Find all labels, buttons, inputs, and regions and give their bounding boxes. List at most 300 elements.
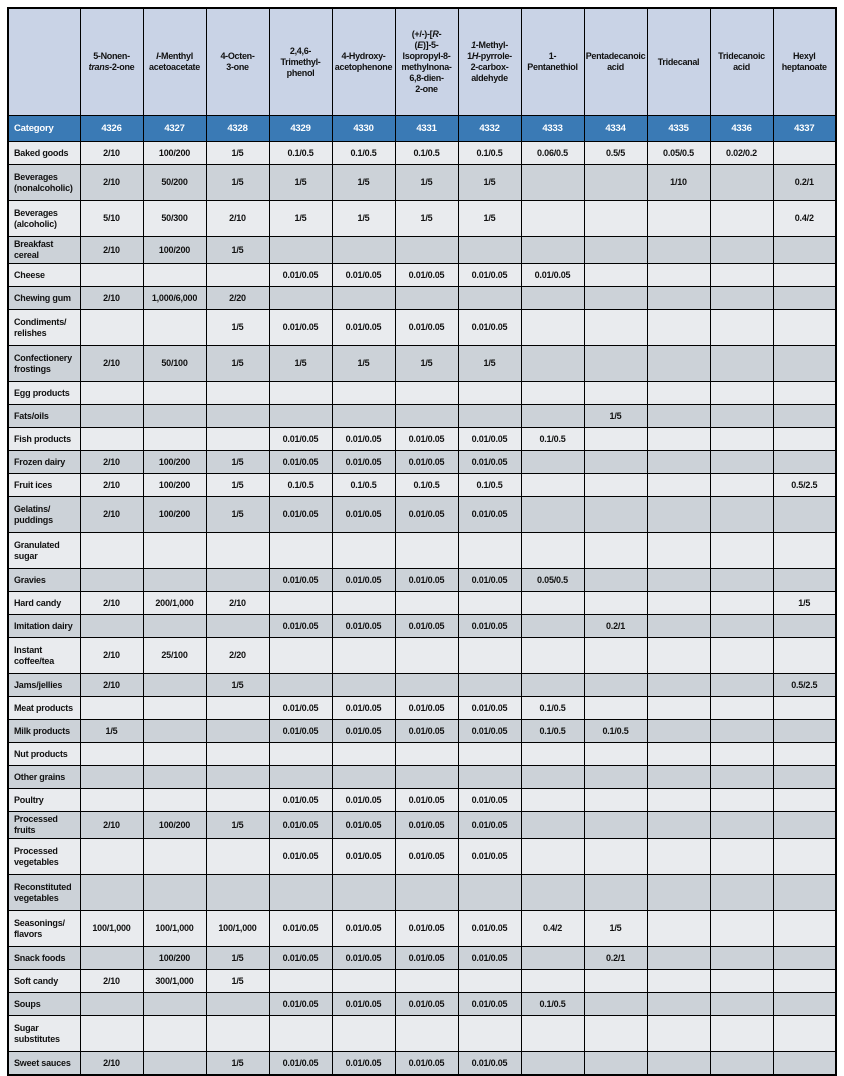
usage-level-cell xyxy=(332,237,395,264)
usage-level-cell: 0.01/0.05 xyxy=(269,697,332,720)
usage-level-cell xyxy=(647,638,710,674)
usage-level-cell: 0.01/0.05 xyxy=(269,615,332,638)
usage-level-cell xyxy=(206,766,269,789)
usage-level-cell xyxy=(521,382,584,405)
usage-level-cell: 0.01/0.05 xyxy=(332,615,395,638)
usage-level-cell: 0.01/0.05 xyxy=(332,428,395,451)
row-category-label: Chewing gum xyxy=(8,287,80,310)
usage-level-cell: 0.01/0.05 xyxy=(458,720,521,743)
usage-level-cell xyxy=(647,569,710,592)
usage-level-cell: 1/5 xyxy=(584,405,647,428)
usage-level-cell xyxy=(710,165,773,201)
fema-number-cell: 4328 xyxy=(206,116,269,142)
usage-level-cell xyxy=(80,310,143,346)
usage-level-cell xyxy=(584,474,647,497)
usage-level-cell: 0.01/0.05 xyxy=(458,1052,521,1076)
table-row xyxy=(8,970,836,993)
usage-level-cell xyxy=(710,310,773,346)
usage-level-cell xyxy=(395,970,458,993)
usage-level-cell: 0.01/0.05 xyxy=(395,697,458,720)
usage-level-cell: 2/10 xyxy=(80,451,143,474)
usage-level-cell: 1/5 xyxy=(80,720,143,743)
usage-level-cell xyxy=(647,474,710,497)
usage-level-cell xyxy=(521,592,584,615)
usage-level-cell xyxy=(206,428,269,451)
usage-level-cell: 0.01/0.05 xyxy=(395,839,458,875)
row-category-label: Other grains xyxy=(8,766,80,789)
usage-level-cell xyxy=(647,382,710,405)
row-category-label: Seasonings/ flavors xyxy=(8,911,80,947)
usage-level-cell xyxy=(521,674,584,697)
flavor-usage-table xyxy=(7,7,837,1076)
usage-level-cell xyxy=(143,382,206,405)
usage-level-cell xyxy=(584,839,647,875)
compound-name-header: 1-Methyl- 1H-pyrrole- 2-carbox- aldehyde xyxy=(458,8,521,116)
usage-level-cell xyxy=(143,875,206,911)
usage-level-cell xyxy=(458,875,521,911)
compound-name-header: 4-Hydroxy- acetophenone xyxy=(332,8,395,116)
usage-level-cell: 0.01/0.05 xyxy=(332,264,395,287)
row-category-label: Breakfast cereal xyxy=(8,237,80,264)
usage-level-cell xyxy=(143,839,206,875)
usage-level-cell: 0.01/0.05 xyxy=(458,451,521,474)
usage-level-cell xyxy=(773,142,836,165)
usage-level-cell xyxy=(773,970,836,993)
usage-level-cell xyxy=(269,592,332,615)
usage-level-cell: 1/5 xyxy=(206,310,269,346)
usage-level-cell: 2/10 xyxy=(80,474,143,497)
usage-level-cell: 0.01/0.05 xyxy=(269,569,332,592)
table-row xyxy=(8,165,836,201)
usage-level-cell: 0.01/0.05 xyxy=(269,911,332,947)
usage-level-cell xyxy=(710,264,773,287)
usage-level-cell xyxy=(647,201,710,237)
usage-level-cell xyxy=(647,743,710,766)
usage-level-cell xyxy=(773,789,836,812)
usage-level-cell: 0.01/0.05 xyxy=(395,451,458,474)
usage-level-cell: 0.01/0.05 xyxy=(332,839,395,875)
usage-level-cell: 0.01/0.05 xyxy=(269,264,332,287)
usage-level-cell: 0.1/0.5 xyxy=(332,474,395,497)
usage-level-cell xyxy=(710,451,773,474)
usage-level-cell xyxy=(521,237,584,264)
fema-number-cell: 4326 xyxy=(80,116,143,142)
usage-level-cell: 0.4/2 xyxy=(773,201,836,237)
usage-level-cell xyxy=(332,1016,395,1052)
usage-level-cell xyxy=(80,947,143,970)
usage-level-cell xyxy=(395,875,458,911)
usage-level-cell xyxy=(521,287,584,310)
usage-level-cell xyxy=(584,743,647,766)
usage-level-cell: 0.01/0.05 xyxy=(458,789,521,812)
usage-level-cell: 2/10 xyxy=(206,201,269,237)
usage-level-cell xyxy=(773,947,836,970)
usage-level-cell xyxy=(395,1016,458,1052)
usage-level-cell: 0.01/0.05 xyxy=(395,993,458,1016)
usage-level-cell xyxy=(710,674,773,697)
usage-level-cell xyxy=(773,638,836,674)
table-row xyxy=(8,674,836,697)
row-category-label: Beverages (nonalcoholic) xyxy=(8,165,80,201)
usage-level-cell: 5/10 xyxy=(80,201,143,237)
usage-level-cell: 50/200 xyxy=(143,165,206,201)
row-category-label: Processed vegetables xyxy=(8,839,80,875)
row-category-label: Baked goods xyxy=(8,142,80,165)
table-row xyxy=(8,839,836,875)
usage-level-cell: 0.01/0.05 xyxy=(269,497,332,533)
usage-level-cell xyxy=(458,287,521,310)
table-row xyxy=(8,1052,836,1076)
usage-level-cell xyxy=(710,497,773,533)
usage-level-cell xyxy=(773,569,836,592)
usage-level-cell: 1/5 xyxy=(206,812,269,839)
usage-level-cell xyxy=(584,310,647,346)
usage-level-cell xyxy=(647,1052,710,1076)
table-row xyxy=(8,743,836,766)
table-row xyxy=(8,592,836,615)
usage-level-cell: 0.01/0.05 xyxy=(458,615,521,638)
row-category-label: Gravies xyxy=(8,569,80,592)
usage-level-cell xyxy=(80,264,143,287)
usage-level-cell: 1/5 xyxy=(458,201,521,237)
usage-level-cell xyxy=(773,766,836,789)
usage-level-cell xyxy=(647,911,710,947)
usage-level-cell xyxy=(395,592,458,615)
row-category-label: Beverages (alcoholic) xyxy=(8,201,80,237)
usage-level-cell: 1/5 xyxy=(269,201,332,237)
usage-level-cell xyxy=(269,405,332,428)
usage-level-cell: 0.5/2.5 xyxy=(773,674,836,697)
usage-level-cell xyxy=(773,405,836,428)
usage-level-cell xyxy=(143,533,206,569)
usage-level-cell: 100/200 xyxy=(143,142,206,165)
table-row xyxy=(8,405,836,428)
usage-level-cell: 2/10 xyxy=(80,1052,143,1076)
usage-level-cell: 1/5 xyxy=(332,201,395,237)
usage-level-cell xyxy=(269,287,332,310)
usage-level-cell: 100/200 xyxy=(143,451,206,474)
usage-level-cell: 0.01/0.05 xyxy=(395,947,458,970)
usage-level-cell xyxy=(458,237,521,264)
usage-level-cell xyxy=(521,405,584,428)
usage-level-cell xyxy=(773,382,836,405)
row-category-label: Granulated sugar xyxy=(8,533,80,569)
usage-level-cell xyxy=(143,428,206,451)
table-row xyxy=(8,875,836,911)
row-category-label: Fruit ices xyxy=(8,474,80,497)
usage-level-cell: 0.5/5 xyxy=(584,142,647,165)
usage-level-cell xyxy=(521,474,584,497)
usage-level-cell: 100/200 xyxy=(143,474,206,497)
usage-level-cell xyxy=(773,451,836,474)
usage-level-cell xyxy=(206,569,269,592)
usage-level-cell xyxy=(647,1016,710,1052)
usage-level-cell xyxy=(458,533,521,569)
table-row xyxy=(8,993,836,1016)
usage-level-cell xyxy=(773,812,836,839)
usage-level-cell: 0.01/0.05 xyxy=(395,310,458,346)
usage-level-cell xyxy=(80,428,143,451)
usage-level-cell xyxy=(269,970,332,993)
fema-number-row xyxy=(8,116,836,142)
usage-level-cell: 1/5 xyxy=(206,1052,269,1076)
usage-level-cell: 0.01/0.05 xyxy=(269,428,332,451)
usage-level-cell: 100/200 xyxy=(143,497,206,533)
usage-level-cell xyxy=(521,310,584,346)
usage-level-cell: 0.01/0.05 xyxy=(395,615,458,638)
usage-level-cell: 0.01/0.05 xyxy=(269,1052,332,1076)
usage-level-cell xyxy=(710,766,773,789)
usage-level-cell: 0.01/0.05 xyxy=(458,497,521,533)
table-row xyxy=(8,911,836,947)
usage-level-cell xyxy=(395,638,458,674)
usage-level-cell xyxy=(143,310,206,346)
usage-level-cell xyxy=(521,789,584,812)
fema-number-cell: 4327 xyxy=(143,116,206,142)
category-header-cell: Category xyxy=(8,116,80,142)
usage-level-cell xyxy=(332,638,395,674)
usage-level-cell xyxy=(710,287,773,310)
usage-level-cell xyxy=(80,382,143,405)
table-row xyxy=(8,766,836,789)
usage-level-cell xyxy=(647,947,710,970)
usage-level-cell: 2/10 xyxy=(80,638,143,674)
usage-level-cell: 0.1/0.5 xyxy=(395,142,458,165)
usage-level-cell xyxy=(584,451,647,474)
usage-level-cell: 0.01/0.05 xyxy=(521,264,584,287)
row-category-label: Meat products xyxy=(8,697,80,720)
usage-level-cell xyxy=(80,993,143,1016)
usage-level-cell xyxy=(584,533,647,569)
usage-level-cell: 0.01/0.05 xyxy=(332,947,395,970)
usage-level-cell xyxy=(521,201,584,237)
usage-level-cell: 0.01/0.05 xyxy=(458,264,521,287)
usage-level-cell xyxy=(80,789,143,812)
usage-level-cell xyxy=(710,201,773,237)
usage-level-cell xyxy=(710,405,773,428)
usage-level-cell xyxy=(80,1016,143,1052)
usage-level-cell: 1/5 xyxy=(395,346,458,382)
usage-level-cell xyxy=(647,497,710,533)
usage-level-cell: 2/10 xyxy=(80,346,143,382)
usage-level-cell xyxy=(710,993,773,1016)
usage-level-cell xyxy=(332,875,395,911)
usage-level-cell xyxy=(206,875,269,911)
usage-level-cell xyxy=(332,674,395,697)
usage-level-cell xyxy=(773,497,836,533)
usage-level-cell xyxy=(710,1016,773,1052)
usage-level-cell xyxy=(521,451,584,474)
usage-level-cell xyxy=(773,237,836,264)
row-category-label: Confectionery frostings xyxy=(8,346,80,382)
usage-level-cell: 0.1/0.5 xyxy=(521,720,584,743)
usage-level-cell xyxy=(773,287,836,310)
usage-level-cell xyxy=(710,474,773,497)
usage-level-cell xyxy=(584,165,647,201)
compound-name-header: 5-Nonen- trans-2-one xyxy=(80,8,143,116)
usage-level-cell: 2/10 xyxy=(80,592,143,615)
usage-level-cell xyxy=(332,766,395,789)
usage-level-cell xyxy=(332,533,395,569)
usage-level-cell xyxy=(521,615,584,638)
usage-level-cell: 100/1,000 xyxy=(143,911,206,947)
usage-level-cell xyxy=(584,382,647,405)
usage-level-cell xyxy=(710,743,773,766)
usage-level-cell xyxy=(395,766,458,789)
usage-level-cell: 2/10 xyxy=(80,812,143,839)
fema-number-cell: 4334 xyxy=(584,116,647,142)
usage-level-cell xyxy=(584,970,647,993)
usage-level-cell: 0.01/0.05 xyxy=(332,720,395,743)
usage-level-cell xyxy=(269,638,332,674)
usage-level-cell xyxy=(584,875,647,911)
usage-level-cell xyxy=(395,382,458,405)
usage-level-cell: 0.1/0.5 xyxy=(458,474,521,497)
usage-level-cell xyxy=(80,405,143,428)
usage-level-cell xyxy=(710,970,773,993)
table-row xyxy=(8,428,836,451)
usage-level-cell xyxy=(647,970,710,993)
table-row xyxy=(8,287,836,310)
usage-level-cell: 0.01/0.05 xyxy=(332,451,395,474)
usage-level-cell xyxy=(80,533,143,569)
usage-level-cell: 100/200 xyxy=(143,812,206,839)
usage-level-cell xyxy=(773,264,836,287)
usage-level-cell: 0.01/0.05 xyxy=(269,839,332,875)
usage-level-cell xyxy=(710,346,773,382)
usage-level-cell xyxy=(521,346,584,382)
usage-level-cell: 0.01/0.05 xyxy=(269,812,332,839)
row-category-label: Milk products xyxy=(8,720,80,743)
usage-level-cell xyxy=(458,1016,521,1052)
usage-level-cell xyxy=(647,993,710,1016)
table-row xyxy=(8,497,836,533)
usage-level-cell: 0.01/0.05 xyxy=(458,310,521,346)
usage-level-cell: 1/5 xyxy=(206,346,269,382)
usage-level-cell: 0.01/0.05 xyxy=(332,789,395,812)
table-row xyxy=(8,638,836,674)
usage-level-cell xyxy=(143,405,206,428)
table-row xyxy=(8,237,836,264)
usage-level-cell xyxy=(80,766,143,789)
usage-level-cell xyxy=(647,451,710,474)
table-row xyxy=(8,142,836,165)
usage-level-cell: 0.01/0.05 xyxy=(458,993,521,1016)
row-category-label: Instant coffee/tea xyxy=(8,638,80,674)
usage-level-cell: 1/5 xyxy=(458,346,521,382)
usage-level-cell: 0.05/0.5 xyxy=(521,569,584,592)
usage-level-cell xyxy=(584,592,647,615)
row-category-label: Nut products xyxy=(8,743,80,766)
compound-name-header: (+/-)-[R- (E)]-5- Isopropyl-8- methylnona- 6,8-dien- 2-one xyxy=(395,8,458,116)
usage-level-cell xyxy=(710,789,773,812)
table-row xyxy=(8,789,836,812)
usage-level-cell: 2/10 xyxy=(80,237,143,264)
usage-level-cell: 2/10 xyxy=(80,287,143,310)
usage-level-cell xyxy=(773,875,836,911)
compound-name-header: 4-Octen- 3-one xyxy=(206,8,269,116)
usage-level-cell: 1/5 xyxy=(206,237,269,264)
usage-level-cell: 0.01/0.05 xyxy=(395,569,458,592)
usage-level-cell xyxy=(647,533,710,569)
usage-level-cell xyxy=(80,615,143,638)
usage-level-cell xyxy=(521,947,584,970)
usage-level-cell: 0.1/0.5 xyxy=(521,697,584,720)
table-row xyxy=(8,346,836,382)
usage-level-cell xyxy=(143,674,206,697)
row-category-label: Soft candy xyxy=(8,970,80,993)
table-row xyxy=(8,201,836,237)
usage-level-cell: 0.01/0.05 xyxy=(458,911,521,947)
usage-level-cell: 2/20 xyxy=(206,638,269,674)
usage-level-cell xyxy=(395,237,458,264)
usage-level-cell: 100/1,000 xyxy=(206,911,269,947)
usage-level-cell: 0.01/0.05 xyxy=(395,812,458,839)
usage-level-cell: 0.01/0.05 xyxy=(332,697,395,720)
usage-level-cell xyxy=(584,287,647,310)
usage-level-cell: 0.1/0.5 xyxy=(269,474,332,497)
row-category-label: Frozen dairy xyxy=(8,451,80,474)
usage-level-cell xyxy=(647,310,710,346)
usage-level-cell xyxy=(710,533,773,569)
usage-level-cell xyxy=(458,766,521,789)
usage-level-cell xyxy=(647,346,710,382)
usage-level-cell xyxy=(206,743,269,766)
usage-level-cell: 300/1,000 xyxy=(143,970,206,993)
usage-level-cell xyxy=(269,533,332,569)
usage-level-cell: 1/5 xyxy=(332,165,395,201)
usage-level-cell xyxy=(269,766,332,789)
usage-level-cell xyxy=(773,428,836,451)
fema-number-cell: 4329 xyxy=(269,116,332,142)
compound-name-header: Tridecanal xyxy=(647,8,710,116)
usage-level-cell xyxy=(647,812,710,839)
usage-level-cell xyxy=(521,766,584,789)
table-row xyxy=(8,1016,836,1052)
fema-number-cell: 4335 xyxy=(647,116,710,142)
usage-level-cell xyxy=(773,533,836,569)
usage-level-cell xyxy=(332,287,395,310)
usage-level-cell: 0.01/0.05 xyxy=(332,993,395,1016)
usage-level-cell xyxy=(143,766,206,789)
row-category-label: Sweet sauces xyxy=(8,1052,80,1076)
usage-level-cell: 0.5/2.5 xyxy=(773,474,836,497)
usage-level-cell xyxy=(773,1016,836,1052)
usage-level-cell: 1/5 xyxy=(206,674,269,697)
usage-level-cell xyxy=(395,533,458,569)
usage-level-cell: 50/300 xyxy=(143,201,206,237)
fema-number-cell: 4333 xyxy=(521,116,584,142)
usage-level-cell xyxy=(647,875,710,911)
usage-level-cell xyxy=(521,1016,584,1052)
usage-level-cell: 0.01/0.05 xyxy=(332,569,395,592)
usage-level-cell xyxy=(143,789,206,812)
usage-level-cell xyxy=(647,720,710,743)
usage-level-cell xyxy=(521,638,584,674)
usage-level-cell: 0.01/0.05 xyxy=(395,497,458,533)
row-category-label: Egg products xyxy=(8,382,80,405)
usage-level-cell: 1/5 xyxy=(206,947,269,970)
usage-level-cell xyxy=(521,812,584,839)
usage-level-cell xyxy=(395,405,458,428)
usage-level-cell xyxy=(647,405,710,428)
usage-level-cell xyxy=(332,592,395,615)
fema-number-cell: 4336 xyxy=(710,116,773,142)
table-row xyxy=(8,310,836,346)
usage-level-cell xyxy=(584,812,647,839)
usage-level-cell xyxy=(458,592,521,615)
usage-level-cell xyxy=(458,382,521,405)
